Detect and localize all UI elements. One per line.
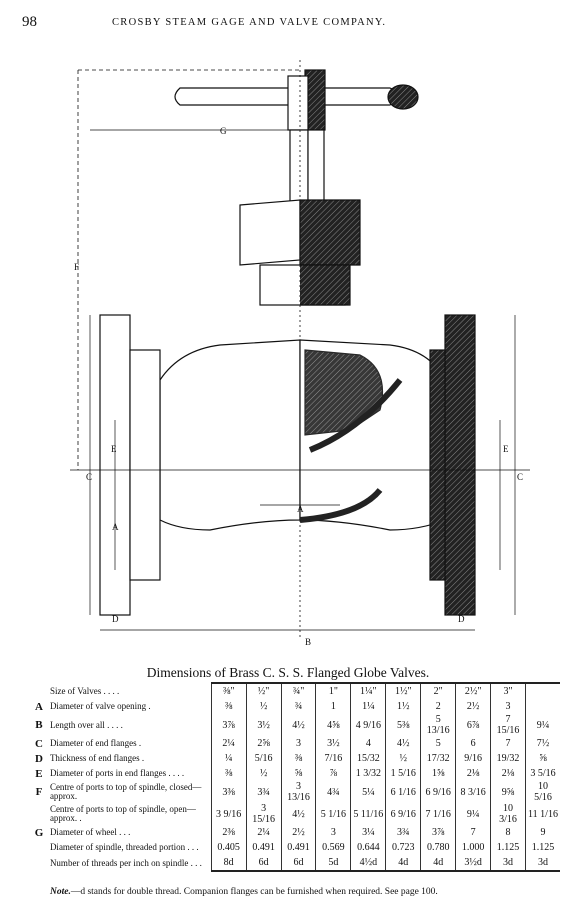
table-cell: 0.644 — [351, 840, 386, 855]
table-cell: 1½" — [386, 683, 421, 699]
dim-label-g: G — [220, 126, 227, 136]
table-cell: 3¾ — [246, 781, 281, 803]
dim-label-d-right: D — [458, 614, 465, 624]
table-cell: 4½d — [351, 855, 386, 871]
row-description: Length over all . . . . — [49, 719, 123, 730]
dim-label-b: B — [305, 637, 312, 647]
row-letter: E — [35, 767, 43, 780]
table-cell: ¾ — [281, 699, 316, 714]
table-cell: 3½ — [246, 714, 281, 736]
table-cell: 15/32 — [351, 751, 386, 766]
dim-label-a-bottom: A — [297, 504, 304, 514]
table-cell: 3" — [491, 683, 526, 699]
table-cell: 19/32 — [491, 751, 526, 766]
table-cell: 3¾ — [386, 825, 421, 840]
table-cell: 3 13/16 — [281, 781, 316, 803]
table-cell: ¼ — [211, 751, 246, 766]
row-letter — [30, 803, 48, 825]
table-cell: 7½ — [526, 736, 561, 751]
table-cell: ⅜ — [211, 766, 246, 781]
table-cell: 5d — [316, 855, 351, 871]
table-row — [30, 766, 560, 781]
row-description: Diameter of spindle, threaded portion . . . — [49, 842, 199, 852]
table-cell: 1.125 — [526, 840, 561, 855]
table-cell: 3d — [526, 855, 561, 871]
table-cell: ½ — [386, 751, 421, 766]
row-description: Centre of ports to top of spindle, open—approx. . — [49, 804, 196, 823]
table-cell: 3½d — [456, 855, 491, 871]
table-cell: 8 — [491, 825, 526, 840]
table-cell: 11 1/16 — [526, 803, 561, 825]
table-cell: 1 3/32 — [351, 766, 386, 781]
row-letter — [30, 855, 48, 871]
dim-label-e-left: E — [111, 444, 117, 454]
table-cell: 3 — [281, 736, 316, 751]
table-cell: 5/16 — [246, 751, 281, 766]
table-cell: 3½ — [316, 736, 351, 751]
row-description: Number of threads per inch on spindle . . . — [49, 857, 202, 868]
table-cell: 10 5/16 — [526, 781, 561, 803]
table-row — [30, 751, 560, 766]
table-cell: 9¼ — [526, 714, 561, 736]
table-cell: 2¼ — [246, 825, 281, 840]
table-cell: 2½ — [456, 699, 491, 714]
table-cell: 2" — [421, 683, 456, 699]
table-cell: 10 3/16 — [491, 803, 526, 825]
dimensions-table-grid — [30, 682, 560, 872]
table-cell: 4 — [351, 736, 386, 751]
table-cell: 7/16 — [316, 751, 351, 766]
table-row — [30, 683, 560, 699]
table-cell: 6d — [281, 855, 316, 871]
table-row — [30, 714, 560, 736]
table-row — [30, 855, 560, 871]
table-cell: 0.491 — [281, 840, 316, 855]
table-cell: 8 3/16 — [456, 781, 491, 803]
table-cell: 3 9/16 — [211, 803, 246, 825]
table-cell: ½ — [246, 699, 281, 714]
table-cell: 6 9/16 — [421, 781, 456, 803]
row-letter — [30, 840, 48, 855]
table-cell: 5 1/16 — [316, 803, 351, 825]
dim-label-a-left: A — [112, 522, 119, 532]
table-cell: ⅜" — [211, 683, 246, 699]
table-cell: 9/16 — [456, 751, 491, 766]
table-cell: 2½ — [281, 825, 316, 840]
running-title: CROSBY STEAM GAGE AND VALVE COMPANY. — [112, 17, 387, 28]
table-cell: 3¼ — [351, 825, 386, 840]
row-letter: G — [34, 826, 44, 839]
table-cell: 1.125 — [491, 840, 526, 855]
footnote-text: —d stands for double thread. Companion flanges can be furnished when required. See page 100. — [70, 887, 438, 897]
table-cell: 9⅝ — [491, 781, 526, 803]
table-cell: 1" — [316, 683, 351, 699]
table-cell: 1¼" — [351, 683, 386, 699]
table-cell: 7 — [456, 825, 491, 840]
table-cell: 4½ — [281, 714, 316, 736]
dimensions-table — [30, 682, 560, 872]
table-cell: 1¼ — [351, 699, 386, 714]
table-row — [30, 736, 560, 751]
table-row — [30, 840, 560, 855]
table-cell: 2⅜ — [211, 825, 246, 840]
table-cell: ¾" — [281, 683, 316, 699]
table-cell: 0.491 — [246, 840, 281, 855]
table-cell — [526, 699, 561, 714]
row-description: Diameter of valve opening . — [49, 701, 151, 711]
table-row — [30, 825, 560, 840]
table-cell: 2⅛ — [456, 766, 491, 781]
row-letter: D — [34, 752, 43, 765]
row-letter: B — [35, 719, 43, 731]
table-cell: 9 — [526, 825, 561, 840]
table-cell: ½" — [246, 683, 281, 699]
row-description: Diameter of end flanges . — [49, 738, 142, 748]
table-cell: 4½ — [281, 803, 316, 825]
row-letter: F — [35, 786, 43, 798]
row-letter: C — [34, 737, 43, 750]
table-cell: 4d — [421, 855, 456, 871]
table-cell: 3 — [316, 825, 351, 840]
dim-label-d-left: D — [112, 614, 119, 624]
table-cell: ⅞ — [316, 766, 351, 781]
table-cell: 1.000 — [456, 840, 491, 855]
table-cell: 2½" — [456, 683, 491, 699]
table-cell: 4¾ — [316, 781, 351, 803]
page-header — [0, 14, 576, 36]
table-cell: 9¼ — [456, 803, 491, 825]
globe-valve-drawing — [60, 50, 530, 655]
table-cell: 1⅝ — [421, 766, 456, 781]
table-cell: ⅝ — [526, 751, 561, 766]
table-cell: 8d — [211, 855, 246, 871]
table-cell: 0.780 — [421, 840, 456, 855]
table-cell: 3⅞ — [211, 714, 246, 736]
table-row — [30, 803, 560, 825]
dim-label-c-right: C — [517, 472, 524, 482]
table-cell: 6 9/16 — [386, 803, 421, 825]
table-cell: 17/32 — [421, 751, 456, 766]
table-cell: 4⅝ — [316, 714, 351, 736]
table-cell: 3d — [491, 855, 526, 871]
footnote — [50, 887, 438, 897]
table-cell: ⅜ — [211, 699, 246, 714]
table-cell: 3⅞ — [421, 825, 456, 840]
table-row — [30, 699, 560, 714]
dim-label-f: F — [74, 262, 80, 272]
table-cell: ⅜ — [281, 751, 316, 766]
row-description: Thickness of end flanges . — [49, 753, 145, 763]
table-cell: 3 — [491, 699, 526, 714]
row-description: Diameter of wheel . . . — [49, 827, 131, 837]
footnote-label: Note. — [50, 887, 71, 897]
table-cell: 3 15/16 — [246, 803, 281, 825]
table-cell: 6 1/16 — [386, 781, 421, 803]
row-description: Centre of ports to top of spindle, closed—approx. — [49, 782, 202, 801]
table-cell: 6⅞ — [456, 714, 491, 736]
dim-label-c-left: C — [86, 472, 93, 482]
row-description: Size of Valves . . . . — [49, 685, 120, 696]
table-cell: 7 15/16 — [491, 714, 526, 736]
table-cell: 2⅛ — [491, 766, 526, 781]
table-cell: 5¼ — [351, 781, 386, 803]
table-cell: 5⅜ — [386, 714, 421, 736]
dim-label-e-right: E — [503, 444, 509, 454]
table-cell: 2¼ — [211, 736, 246, 751]
table-cell: ⅝ — [281, 766, 316, 781]
row-letter — [30, 683, 48, 699]
table-cell: 1 — [316, 699, 351, 714]
table-cell: 0.569 — [316, 840, 351, 855]
table-cell: 6d — [246, 855, 281, 871]
table-cell: 4 9/16 — [351, 714, 386, 736]
table-cell: 7 1/16 — [421, 803, 456, 825]
table-cell: 1½ — [386, 699, 421, 714]
table-cell: 0.723 — [386, 840, 421, 855]
table-cell: 7 — [491, 736, 526, 751]
table-cell: 3 5/16 — [526, 766, 561, 781]
table-cell: 4½ — [386, 736, 421, 751]
row-letter: A — [34, 700, 43, 713]
page-number: 98 — [22, 14, 37, 30]
table-cell: 5 — [421, 736, 456, 751]
table-cell: 5 11/16 — [351, 803, 386, 825]
table-cell: 5 13/16 — [421, 714, 456, 736]
row-description: Diameter of ports in end flanges . . . . — [49, 768, 185, 778]
handwheel-bar — [175, 88, 398, 105]
table-cell: 2⅝ — [246, 736, 281, 751]
table-cell: ½ — [246, 766, 281, 781]
table-cell: 3⅜ — [211, 781, 246, 803]
table-cell: 1 5/16 — [386, 766, 421, 781]
table-cell — [526, 683, 561, 699]
table-caption: Dimensions of Brass C. S. S. Flanged Globe Valves. — [146, 665, 430, 680]
table-row — [30, 781, 560, 803]
table-cell: 0.405 — [211, 840, 246, 855]
table-cell: 6 — [456, 736, 491, 751]
table-cell: 2 — [421, 699, 456, 714]
table-cell: 4d — [386, 855, 421, 871]
